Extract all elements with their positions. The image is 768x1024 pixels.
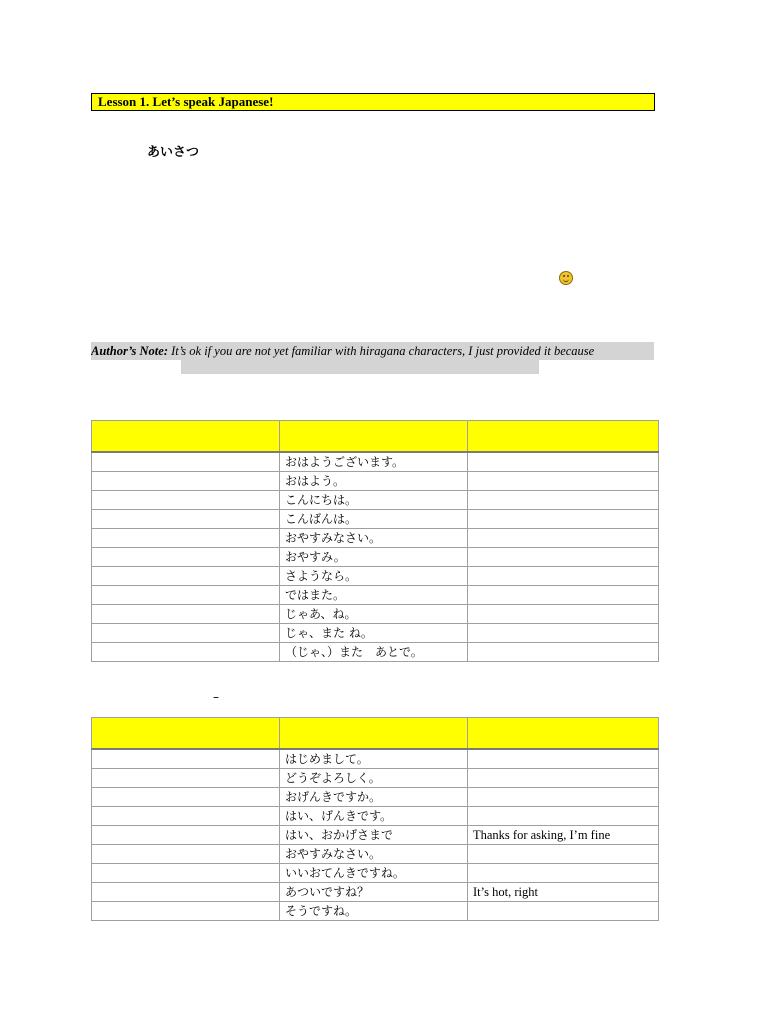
english-cell [468,472,659,491]
english-cell [468,807,659,826]
japanese-cell: はじめまして。 [280,749,468,769]
authors-note [91,342,654,360]
japanese-cell: はい、げんきです。 [280,807,468,826]
english-cell: Thanks for asking, I’m fine [468,826,659,845]
header-cell [92,718,280,750]
table-row [92,788,659,807]
conversation-table [91,717,659,921]
english-cell [468,643,659,662]
japanese-cell: はい、おかげさまで [280,826,468,845]
table-row [92,567,659,586]
table-header-row [92,718,659,750]
romaji-cell [92,567,280,586]
table-row [92,529,659,548]
table-row [92,807,659,826]
table-row [92,769,659,788]
romaji-cell [92,529,280,548]
romaji-cell [92,845,280,864]
japanese-cell: じゃ、また ね。 [280,624,468,643]
romaji-cell [92,769,280,788]
note-label: Author’s Note: [91,344,168,358]
lesson-title: Lesson 1. Let’s speak Japanese! [91,93,655,111]
english-cell [468,624,659,643]
romaji-cell [92,548,280,567]
english-cell [468,452,659,472]
romaji-cell [92,452,280,472]
english-cell [468,605,659,624]
romaji-cell [92,472,280,491]
english-cell [468,749,659,769]
english-cell [468,864,659,883]
table-header-row [92,421,659,453]
table-row [92,643,659,662]
romaji-cell [92,586,280,605]
note-highlight-continuation [181,360,539,374]
japanese-cell: いいおてんきですね。 [280,864,468,883]
table-row [92,605,659,624]
table-row [92,864,659,883]
japanese-cell: おやすみなさい。 [280,529,468,548]
english-cell [468,902,659,921]
table-row [92,826,659,845]
japanese-cell: （じゃ、）また あとで。 [280,643,468,662]
english-cell [468,529,659,548]
table-row [92,491,659,510]
english-cell: It’s hot, right [468,883,659,902]
english-cell [468,586,659,605]
greetings-table [91,420,659,662]
japanese-cell: おげんきですか。 [280,788,468,807]
english-cell [468,548,659,567]
romaji-cell [92,807,280,826]
table-row [92,883,659,902]
romaji-cell [92,491,280,510]
romaji-cell [92,643,280,662]
romaji-cell [92,624,280,643]
header-cell [468,718,659,750]
table-row [92,624,659,643]
romaji-cell [92,902,280,921]
table-row [92,845,659,864]
english-cell [468,510,659,529]
japanese-cell: おやすみ。 [280,548,468,567]
note-text: It’s ok if you are not yet familiar with hiragana characters, I just provided it because [171,344,595,358]
table-row [92,510,659,529]
japanese-cell: さようなら。 [280,567,468,586]
romaji-cell [92,883,280,902]
header-cell [92,421,280,453]
romaji-cell [92,510,280,529]
romaji-cell [92,864,280,883]
japanese-cell: こんばんは。 [280,510,468,529]
japanese-cell: おやすみなさい。 [280,845,468,864]
header-cell [468,421,659,453]
english-cell [468,567,659,586]
japanese-cell: おはようございます。 [280,452,468,472]
table-row [92,902,659,921]
greeting-heading: あいさつ [147,145,200,160]
smiley-icon [559,271,573,285]
japanese-cell: ではまた。 [280,586,468,605]
dash: – [213,690,219,704]
romaji-cell [92,826,280,845]
romaji-cell [92,749,280,769]
japanese-cell: じゃあ、ね。 [280,605,468,624]
english-cell [468,845,659,864]
table-row [92,548,659,567]
table-row [92,452,659,472]
japanese-cell: あついですね？ [280,883,468,902]
english-cell [468,769,659,788]
japanese-cell: そうですね。 [280,902,468,921]
table-row [92,472,659,491]
header-cell [280,718,468,750]
japanese-cell: おはよう。 [280,472,468,491]
romaji-cell [92,605,280,624]
japanese-cell: どうぞよろしく。 [280,769,468,788]
japanese-cell: こんにちは。 [280,491,468,510]
table-row [92,749,659,769]
english-cell [468,788,659,807]
header-cell [280,421,468,453]
table-row [92,586,659,605]
english-cell [468,491,659,510]
romaji-cell [92,788,280,807]
